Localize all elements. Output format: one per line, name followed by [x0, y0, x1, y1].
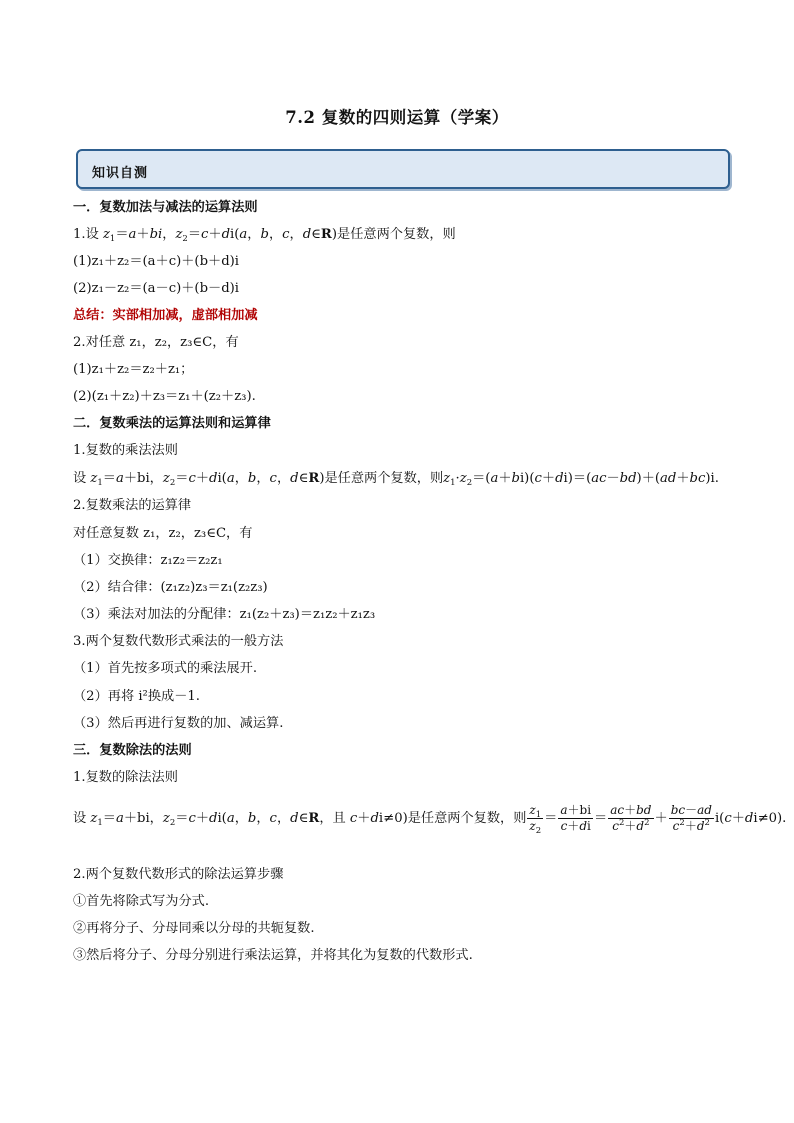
- s1-summary: 总结：实部相加减，虚部相加减: [73, 308, 258, 323]
- s3-line-6: ③然后将分子、分母分别进行乘法运算，并将其化为复数的代数形式.: [73, 948, 473, 963]
- s2-line-3: 2.复数乘法的运算律: [73, 498, 192, 513]
- s1-line-2: (1)z₁＋z₂＝(a＋c)＋(b＋d)i: [73, 254, 240, 269]
- s2-line-11: （3）然后再进行复数的加、减运算.: [73, 716, 284, 731]
- s2-line-1: 1.复数的乘法法则: [73, 443, 178, 458]
- s1-line-3: (2)z₁－z₂＝(a－c)＋(b－d)i: [73, 281, 240, 296]
- s2-line-9: （1）首先按多项式的乘法展开.: [73, 661, 258, 676]
- s1-line-5: (1)z₁＋z₂＝z₂＋z₁；: [73, 362, 194, 377]
- knowledge-box-label: 知识自测: [92, 166, 149, 181]
- s2-line-6: （2）结合律：(z₁z₂)z₃＝z₁(z₂z₃): [73, 580, 268, 595]
- s2-line-5: （1）交换律：z₁z₂＝z₂z₁: [73, 553, 223, 568]
- s3-line-4: ①首先将除式写为分式.: [73, 894, 210, 909]
- s3-line-1: 1.复数的除法法则: [73, 770, 178, 785]
- s3-line-3: 2.两个复数代数形式的除法运算步骤: [73, 867, 284, 882]
- section-1-heading: 一．复数加法与减法的运算法则: [73, 200, 258, 215]
- s1-line-6: (2)(z₁＋z₂)＋z₃＝z₁＋(z₂＋z₃).: [73, 389, 256, 404]
- knowledge-box: [76, 149, 730, 189]
- s1-line-4: 2.对任意 z₁，z₂，z₃∈C，有: [73, 335, 239, 350]
- section-2-heading: 二．复数乘法的运算法则和运算律: [73, 416, 271, 431]
- s2-line-2: 设 $z_1=a+bi$，$z_2=c+di(a$，b，c，d∈R)是任意两个复数，则$z_1\cdot z_2=(a+bi)(c+di)=(ac-bd)+(ad+bc)i$.: [73, 471, 719, 488]
- s1-line-1: 1.设 $z_1=a+bi$，$z_2=c+di(a$，b，c，d∈R)是任意两个复数，则: [73, 227, 456, 244]
- s3-division-rule: 设 $z_1=a+bi$，$z_2=c+di(a$，b，c，d∈R，且 c＋di≠0)是任意两个复数，则 $\frac{z_1}{z_2}$ ＝ $\frac{a+bi}{c+di}$ ＝ $\frac{ac+bd}{c^2+d^2}$ ＋ $\frac{bc-ad}{c^2+d^2}$ i(c＋di≠0).: [73, 803, 787, 836]
- s2-line-8: 3.两个复数代数形式乘法的一般方法: [73, 634, 284, 649]
- s2-line-4: 对任意复数 z₁，z₂，z₃∈C，有: [73, 526, 253, 541]
- s2-line-10: （2）再将 i²换成－1.: [73, 689, 200, 704]
- s3-line-5: ②再将分子、分母同乘以分母的共轭复数.: [73, 921, 315, 936]
- s2-line-7: （3）乘法对加法的分配律：z₁(z₂＋z₃)＝z₁z₂＋z₁z₃: [73, 607, 376, 622]
- page-title: 7.2 复数的四则运算（学案）: [285, 108, 509, 127]
- section-3-heading: 三．复数除法的法则: [73, 743, 192, 758]
